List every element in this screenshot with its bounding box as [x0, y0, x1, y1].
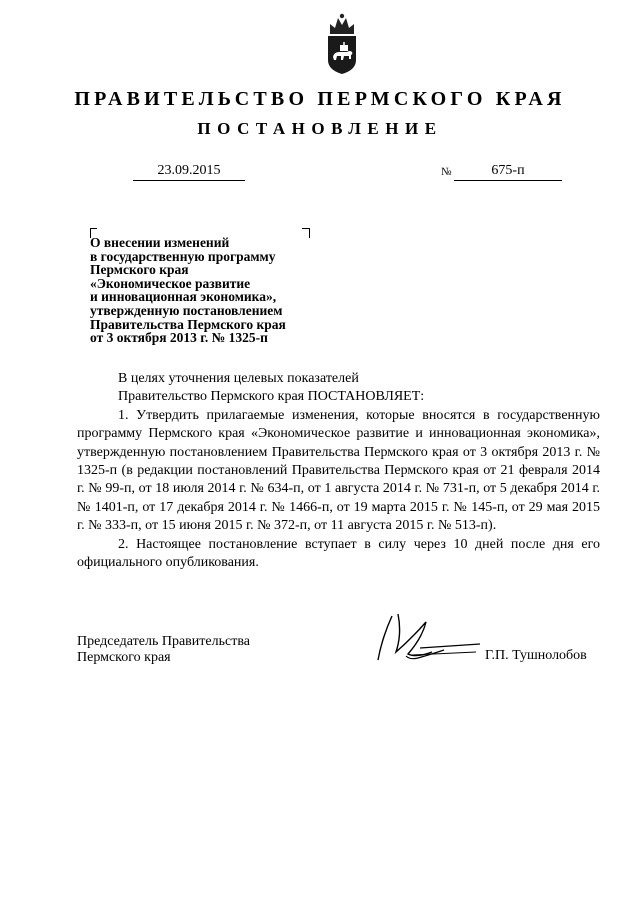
title-line: Пермского края — [90, 262, 189, 278]
document-body — [77, 370, 600, 572]
title-line: и инновационная экономика», — [90, 289, 277, 305]
title-line: О внесении изменений — [90, 235, 230, 250]
position-line-1: Председатель Правительства — [77, 634, 250, 649]
title-line: от 3 октября 2013 г. № 1325-п — [90, 330, 268, 346]
document-title — [90, 236, 330, 345]
handwritten-signature — [372, 608, 482, 668]
item-1-paragraph: 1. Утвердить прилагаемые изменения, которые вносятся в государственную программу Пермского края «Экономическое развитие и инновационная экономика», утвержденную постановлением Правительства Пермского края от 3 октября 2013 г. № 1325-п (в редакции постановлений Правительства Пермского края от 21 февраля 2014 г. № 99-п, от 18 июля 2014 г. № 634-п, от 1 августа 2014 г. № 731-п, от 5 декабря 2014 г. № 1401-п, от 17 декабря 2014 г. № 1466-п, от 19 марта 2015 г. № 145-п, от 29 мая 2015 г. № 333-п, от 15 июня 2015 г. № 372-п, от 11 августа 2015 г. № 513-п). — [77, 407, 600, 534]
intro-paragraph-1: В целях уточнения целевых показателей — [118, 371, 359, 386]
number-sign: № — [441, 166, 452, 178]
title-line: «Экономическое развитие — [90, 275, 251, 291]
position-line-2: Пермского края — [77, 650, 171, 665]
signatory-position — [77, 634, 250, 666]
document-type: ПОСТАНОВЛЕНИЕ — [197, 119, 443, 138]
document-number: 675-п — [454, 163, 562, 181]
organization-title: ПРАВИТЕЛЬСТВО ПЕРМСКОГО КРАЯ — [74, 88, 566, 110]
perm-krai-coat-of-arms-icon — [322, 12, 362, 76]
item-2-paragraph: 2. Настоящее постановление вступает в силу через 10 дней после дня его официального опубликования. — [77, 536, 600, 571]
signer-name: Г.П. Тушнолобов — [485, 648, 587, 663]
title-line: утвержденную постановлением — [90, 302, 283, 318]
document-date: 23.09.2015 — [133, 163, 245, 181]
title-line: Правительства Пермского края — [90, 316, 286, 332]
intro-paragraph-2: Правительство Пермского края ПОСТАНОВЛЯЕТ: — [118, 389, 425, 405]
title-line: в государственную программу — [90, 248, 276, 264]
